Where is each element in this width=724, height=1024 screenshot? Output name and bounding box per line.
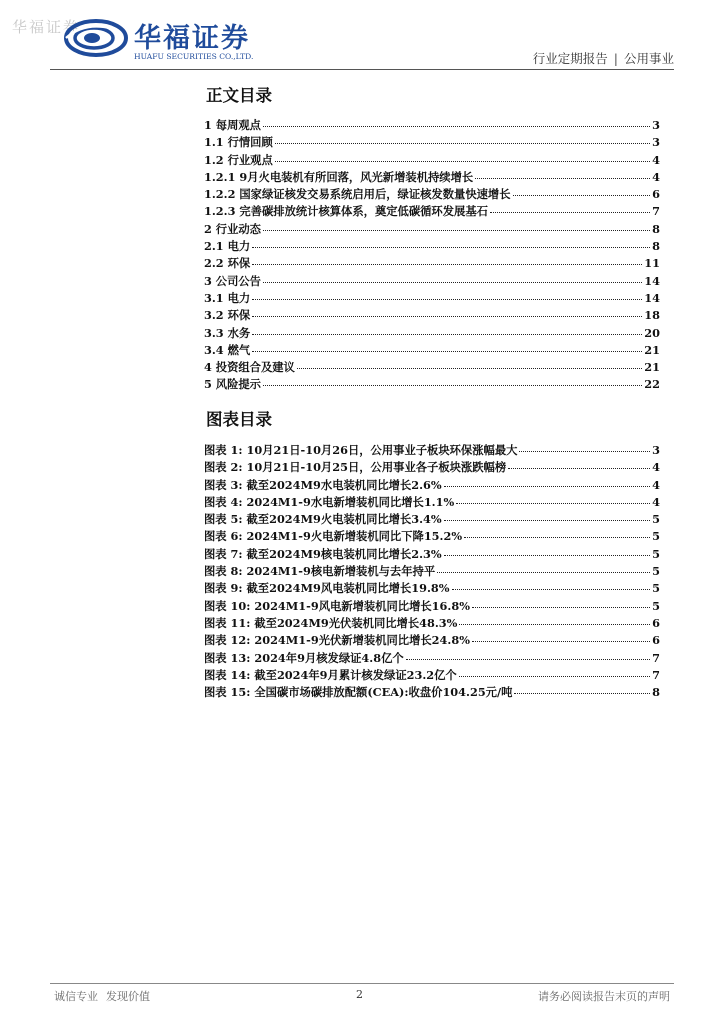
- figure-entry[interactable]: [204, 580, 660, 597]
- dot-leader: [459, 676, 650, 677]
- figure-entry[interactable]: [204, 684, 660, 701]
- toc-entry-label: 3 公司公告: [204, 273, 261, 288]
- toc-entry-label: 3.1 电力: [204, 290, 251, 305]
- dot-leader: [514, 693, 650, 694]
- toc-entry-page: 7: [652, 204, 660, 219]
- toc-entry-page: 20: [644, 325, 660, 340]
- toc-entry[interactable]: [204, 238, 660, 255]
- figure-entry[interactable]: [204, 442, 660, 459]
- dot-leader: [252, 334, 642, 335]
- figures-title: 图表目录: [206, 410, 272, 429]
- figure-entry-label: 图表 10: 2024M1-9风电新增装机同比增长16.8%: [204, 598, 470, 613]
- figure-entry-label: 图表 7: 截至2024M9核电装机同比增长2.3%: [204, 546, 442, 561]
- figure-entry-page: 5: [652, 581, 660, 596]
- dot-leader: [472, 641, 650, 642]
- figure-entry[interactable]: [204, 615, 660, 632]
- toc-entry[interactable]: [204, 342, 660, 359]
- toc-entry-page: 8: [652, 239, 660, 254]
- toc-entry-label: 2 行业动态: [204, 221, 261, 236]
- figure-entry-page: 5: [652, 546, 660, 561]
- dot-leader: [437, 572, 650, 573]
- watermark: 华福证券: [12, 18, 81, 36]
- figure-entry-page: 7: [652, 667, 660, 682]
- figure-entry-label: 图表 5: 截至2024M9火电装机同比增长3.4%: [204, 512, 442, 527]
- toc-entry-label: 3.3 水务: [204, 325, 251, 340]
- dot-leader: [456, 503, 650, 504]
- figure-entry-label: 图表 2: 10月21日-10月25日，公用事业各子板块涨跌幅榜: [204, 460, 507, 475]
- figure-entry[interactable]: [204, 650, 660, 667]
- toc-entry[interactable]: [204, 290, 660, 307]
- figure-entry[interactable]: [204, 511, 660, 528]
- figure-entry-page: 4: [652, 494, 660, 509]
- dot-leader: [275, 143, 650, 144]
- figure-entry-label: 图表 8: 2024M1-9核电新增装机与去年持平: [204, 564, 436, 579]
- dot-leader: [519, 451, 650, 452]
- report-category: [533, 49, 674, 67]
- figure-entry-page: 6: [652, 615, 660, 630]
- figure-entry-page: 8: [652, 685, 660, 700]
- figure-entry-label: 图表 9: 截至2024M9风电装机同比增长19.8%: [204, 581, 450, 596]
- dot-leader: [263, 126, 650, 127]
- toc-entry[interactable]: [204, 152, 660, 169]
- dot-leader: [252, 316, 642, 317]
- figure-entry-page: 5: [652, 529, 660, 544]
- toc-list: [204, 117, 660, 394]
- figure-entry-label: 图表 15: 全国碳市场碳排放配额(CEA):收盘价104.25元/吨: [204, 685, 513, 700]
- toc-entry-label: 4 投资组合及建议: [204, 360, 295, 375]
- figure-entry-page: 3: [652, 443, 660, 457]
- figure-entry[interactable]: [204, 546, 660, 563]
- slogan-value: 发现价值: [106, 990, 150, 1003]
- figure-entry-label: 图表 14: 截至2024年9月累计核发绿证23.2亿个: [204, 667, 457, 682]
- dot-leader: [490, 212, 650, 213]
- footer-slogan: [54, 988, 150, 1004]
- header-separator: |: [613, 51, 618, 66]
- toc-entry-page: 8: [652, 221, 660, 236]
- toc-entry[interactable]: [204, 359, 660, 376]
- toc-entry-label: 2.1 电力: [204, 239, 251, 254]
- toc-entry-label: 1 每周观点: [204, 118, 261, 132]
- figure-entry-label: 图表 6: 2024M1-9火电新增装机同比下降15.2%: [204, 529, 463, 544]
- footer-disclaimer: 请务必阅读报告末页的声明: [538, 990, 670, 1003]
- toc-entry-label: 5 风险提示: [204, 377, 261, 392]
- slogan-integrity: 诚信专业: [54, 990, 98, 1003]
- dot-leader: [252, 351, 642, 352]
- figure-entry-label: 图表 12: 2024M1-9光伏新增装机同比增长24.8%: [204, 633, 470, 648]
- toc-entry-page: 4: [652, 169, 660, 184]
- dot-leader: [406, 659, 650, 660]
- toc-entry[interactable]: [204, 325, 660, 342]
- header-divider: [50, 69, 674, 70]
- figure-entry-label: 图表 4: 2024M1-9水电新增装机同比增长1.1%: [204, 494, 455, 509]
- figures-list: [204, 442, 660, 701]
- toc-entry-label: 1.2.3 完善碳排放统计核算体系，奠定低碳循环发展基石: [204, 204, 488, 219]
- toc-entry-page: 11: [644, 256, 660, 271]
- dot-leader: [263, 230, 650, 231]
- figure-entry[interactable]: [204, 528, 660, 545]
- dot-leader: [508, 468, 650, 469]
- figure-entry[interactable]: [204, 598, 660, 615]
- dot-leader: [252, 299, 642, 300]
- report-type: 行业定期报告: [532, 51, 608, 66]
- dot-leader: [275, 161, 650, 162]
- figure-entry-page: 6: [652, 633, 660, 648]
- toc-title: 正文目录: [206, 86, 272, 105]
- toc-entry-label: 1.2 行业观点: [204, 152, 273, 167]
- figure-entry-page: 4: [652, 460, 660, 475]
- toc-entry-label: 2.2 环保: [204, 256, 251, 271]
- figure-entry-label: 图表 11: 截至2024M9光伏装机同比增长48.3%: [204, 615, 458, 630]
- figure-entry-page: 5: [652, 564, 660, 579]
- dot-leader: [464, 537, 650, 538]
- figure-entry-label: 图表 3: 截至2024M9水电装机同比增长2.6%: [204, 477, 442, 492]
- dot-leader: [444, 520, 650, 521]
- figure-entry[interactable]: [204, 563, 660, 580]
- figure-entry-page: 4: [652, 477, 660, 492]
- figure-entry-label: 图表 1: 10月21日-10月26日，公用事业子板块环保涨幅最大: [204, 443, 518, 457]
- figure-entry-label: 图表 13: 2024年9月核发绿证4.8亿个: [204, 650, 404, 665]
- toc-entry-page: 21: [644, 342, 660, 357]
- figure-entry-page: 5: [652, 598, 660, 613]
- dot-leader: [263, 385, 642, 386]
- figure-entry-page: 5: [652, 512, 660, 527]
- dot-leader: [252, 247, 650, 248]
- brand-name-cn: 华福证券: [134, 23, 250, 54]
- toc-entry-page: 14: [644, 273, 660, 288]
- dot-leader: [263, 282, 642, 283]
- logo-swirl-icon: [64, 18, 128, 58]
- dot-leader: [444, 486, 650, 487]
- toc-entry[interactable]: [204, 255, 660, 272]
- toc-entry-page: 6: [652, 187, 660, 202]
- industry-name: 公用事业: [623, 51, 674, 66]
- toc-entry[interactable]: [204, 221, 660, 238]
- toc-entry[interactable]: [204, 186, 660, 203]
- dot-leader: [452, 589, 650, 590]
- toc-entry-label: 1.2.1 9月火电装机有所回落，风光新增装机持续增长: [204, 169, 474, 184]
- toc-entry-label: 3.2 环保: [204, 308, 251, 323]
- figure-entry[interactable]: [204, 477, 660, 494]
- dot-leader: [252, 264, 642, 265]
- toc-entry-page: 4: [652, 152, 660, 167]
- dot-leader: [475, 178, 650, 179]
- dot-leader: [472, 607, 650, 608]
- toc-entry-page: 21: [644, 360, 660, 375]
- figure-entry[interactable]: [204, 459, 660, 476]
- toc-entry[interactable]: [204, 134, 660, 151]
- toc-entry-page: 14: [644, 290, 660, 305]
- toc-entry-label: 1.1 行情回顾: [204, 135, 273, 150]
- figure-entry[interactable]: [204, 632, 660, 649]
- toc-entry-label: 3.4 燃气: [204, 342, 251, 357]
- company-logo: [64, 16, 274, 62]
- footer-divider: [50, 983, 674, 984]
- toc-entry[interactable]: [204, 117, 660, 134]
- dot-leader: [513, 195, 650, 196]
- toc-entry-page: 22: [644, 377, 660, 392]
- toc-entry-page: 18: [644, 308, 660, 323]
- toc-entry[interactable]: [204, 169, 660, 186]
- toc-entry[interactable]: [204, 307, 660, 324]
- toc-entry-label: 1.2.2 国家绿证核发交易系统启用后，绿证核发数量快速增长: [204, 187, 511, 202]
- dot-leader: [444, 555, 650, 556]
- dot-leader: [459, 624, 650, 625]
- toc-entry[interactable]: [204, 376, 660, 393]
- toc-entry[interactable]: [204, 273, 660, 290]
- figure-entry[interactable]: [204, 667, 660, 684]
- dot-leader: [297, 368, 642, 369]
- toc-entry-page: 3: [652, 135, 660, 150]
- brand-name-en: HUAFU SECURITIES CO.,LTD.: [134, 52, 254, 61]
- toc-entry[interactable]: [204, 203, 660, 220]
- page-number: 2: [356, 988, 363, 1001]
- toc-entry-page: 3: [652, 118, 660, 132]
- figure-entry[interactable]: [204, 494, 660, 511]
- figure-entry-page: 7: [652, 650, 660, 665]
